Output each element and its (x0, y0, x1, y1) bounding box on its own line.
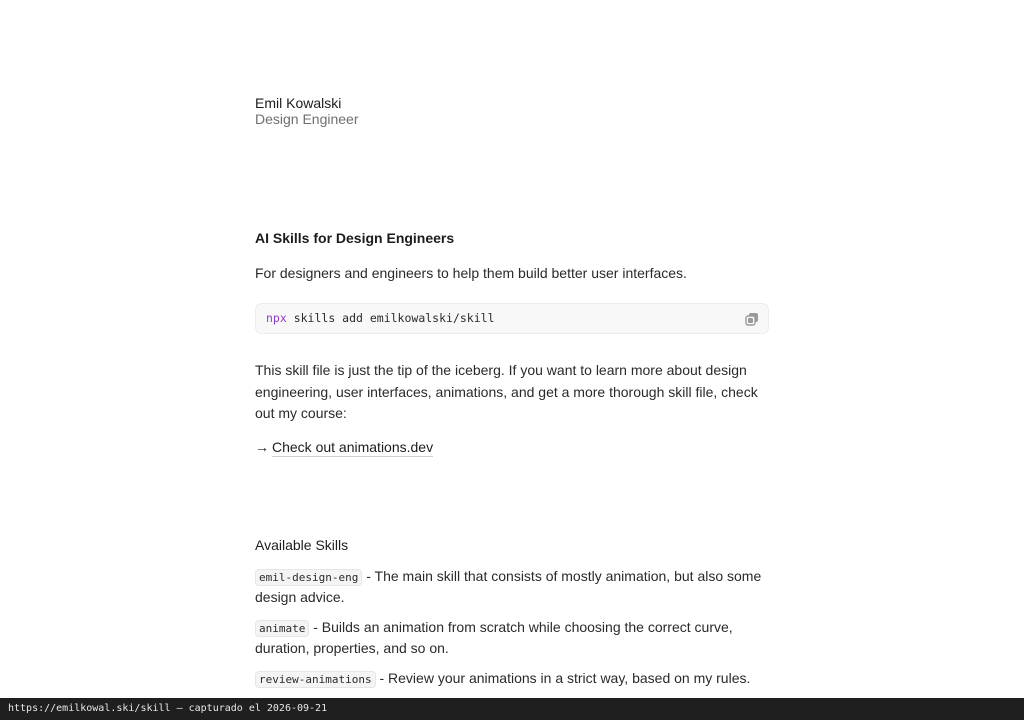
command-text: skills add emilkowalski/skill (286, 311, 495, 325)
skill-description: - The main skill that consists of mostly animation, but also some design advice. (255, 568, 762, 605)
skills-title: Available Skills (255, 537, 349, 553)
arrow-right-icon: → (255, 439, 269, 455)
intro-description: For designers and engineers to help them build better user interfaces. (255, 265, 687, 281)
author-role: Design Engineer (255, 111, 359, 127)
skill-item (255, 669, 770, 690)
skill-code: emil-design-eng (255, 569, 362, 586)
skill-item (255, 567, 770, 607)
author-name[interactable]: Emil Kowalski (255, 95, 342, 111)
course-paragraph: This skill file is just the tip of the iceberg. If you want to learn more about design engineering, user interfaces, animations, and get a more thorough skill file, check out my course: (255, 362, 758, 421)
course-link[interactable]: Check out animations.dev (272, 439, 434, 455)
skill-description: - Builds an animation from scratch while choosing the correct curve, duration, properties, and so on. (255, 619, 733, 656)
status-bar: https://emilkowal.ski/skill — capturado el 2026-09-21 (0, 698, 1024, 720)
install-command-box[interactable] (255, 303, 769, 334)
course-link-row (255, 437, 433, 457)
command-keyword: npx (266, 311, 287, 325)
skill-code: review-animations (255, 671, 376, 688)
skill-description: - Review your animations in a strict way, based on my rules. (375, 670, 751, 686)
intro-title: AI Skills for Design Engineers (255, 230, 455, 246)
skill-item (255, 618, 770, 658)
skill-code: animate (255, 620, 309, 637)
copy-icon[interactable] (745, 312, 759, 326)
author-header (255, 95, 359, 127)
